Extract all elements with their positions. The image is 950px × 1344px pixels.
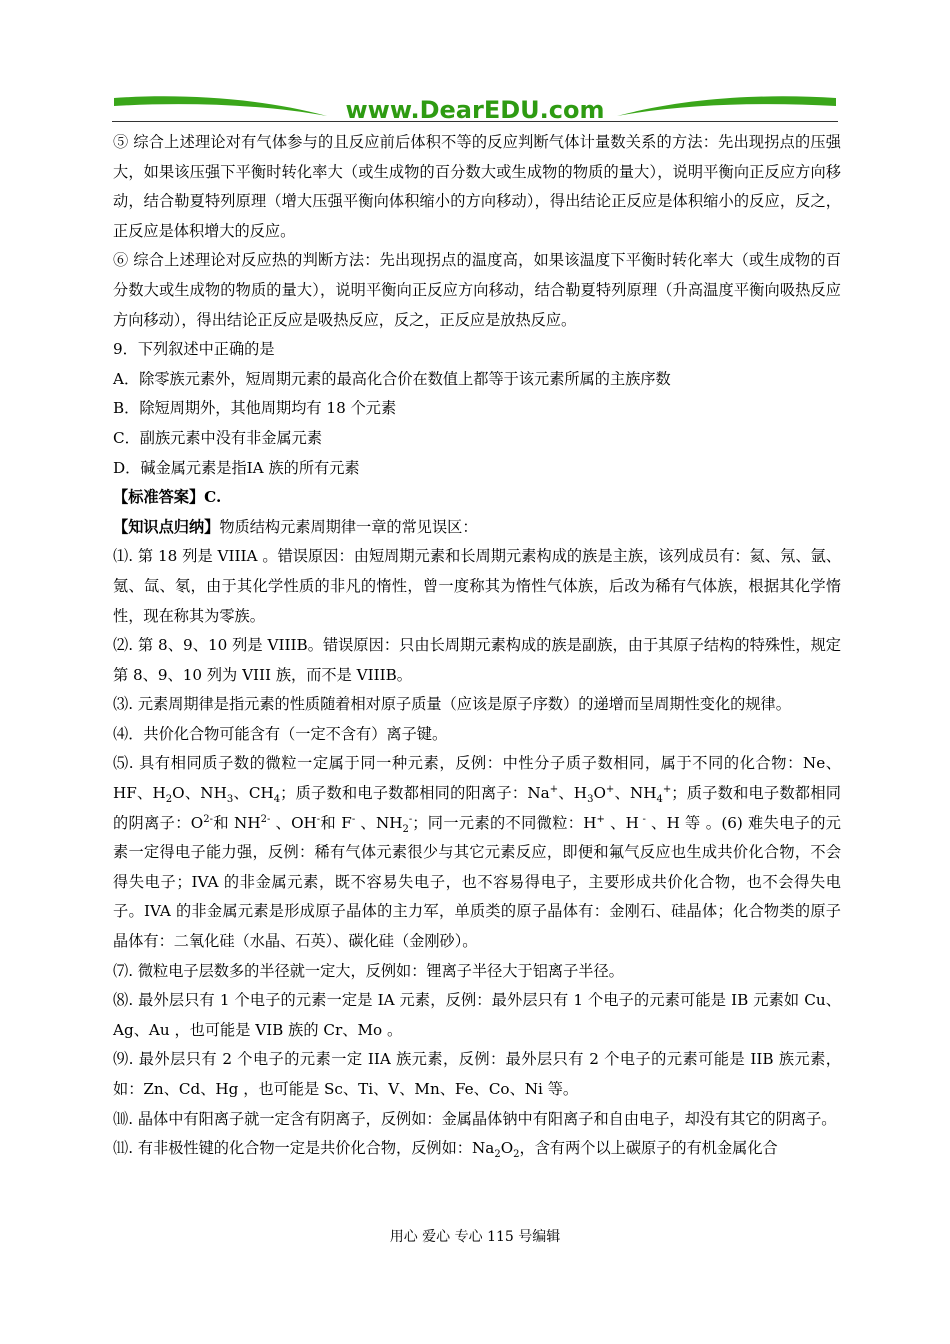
knowledge-item-7: ⑺. 微粒电子层数多的半径就一定大，反例如：锂离子半径大于铝离子半径。 (113, 961, 624, 980)
knowledge-item-5: ⑸. 具有相同质子数的微粒一定属于同一种元素，反例：中性分子质子数相同，属于不同的化合物：Ne、HF、$H_2O$、$NH_3$、$CH_4$；质子数和电子数都相同的阳离子：Na+、$H_3O^+$、$NH_4^+$；质子数和电子数都相同的阴离子：$O^{2-}$和 $NH^{2-}$ 、OH-和 F- 、$NH_2^-$；同一元素的不同微粒：H+ 、H - 、H 等 。(6) 难失电子的元素一定得电子能力强，反例：稀有气体元素很少与其它元素反应，即便和氟气反应也生成共价化合物，不会得失电子；IVA 的非金属元素，既不容易失电子，也不容易得电子，主要形成共价化合物，也不会得失电子。IVA 的非金属元素是形成原子晶体的主力军，单质类的原子晶体有：金刚石、硅晶体；化合物类的原子晶体有：二氧化硅（水晶、石英）、碳化硅（金刚砂）。 (113, 754, 841, 951)
header-logo-text: www.DearEDU.com (345, 96, 605, 124)
page-footer: 用心 爱心 专心 115 号编辑 (389, 1229, 561, 1245)
knowledge-item-8: ⑻. 最外层只有 1 个电子的元素一定是 IA 元素，反例：最外层只有 1 个电子的元素可能是 IB 元素如 Cu、Ag、Au ，也可能是 VIB 族的 Cr、Mo 。 (113, 991, 841, 1039)
option-a: A．除零族元素外，短周期元素的最高化合价在数值上都等于该元素所属的主族序数 (113, 369, 671, 388)
knowledge-item-10: ⑽. 晶体中有阳离子就一定含有阴离子，反例如：金属晶体钠中有阳离子和自由电子，却没有其它的阴离子。 (113, 1109, 837, 1128)
document-body (113, 128, 841, 1164)
answer-value: C. (204, 488, 222, 507)
knowledge-item-1: ⑴. 第 18 列是 VIIIA 。错误原因：由短周期元素和长周期元素构成的族是主族，该列成员有：氦、氖、氩、氪、氙、氡，由于其化学性质的非凡的惰性，曾一度称其为惰性气体族，后改为稀有气体族，根据其化学惰性，现在称其为零族。 (113, 547, 841, 625)
knowledge-item-3: ⑶. 元素周期律是指元素的性质随着相对原子质量（应该是原子序数）的递增而呈周期性变化的规律。 (113, 695, 791, 714)
option-d: D．碱金属元素是指ⅠA 族的所有元素 (113, 458, 360, 477)
left-swoosh (114, 96, 327, 116)
knowledge-label: 【知识点归纳】 (113, 517, 220, 536)
knowledge-item-2: ⑵. 第 8、9、10 列是 VIIIB。错误原因：只由长周期元素构成的族是副族，由于其原子结构的特殊性，规定第 8、9、10 列为 VIII 族，而不是 VIIIB。 (113, 636, 841, 684)
answer-label: 【标准答案】 (113, 488, 205, 507)
knowledge-item-9: ⑼. 最外层只有 2 个电子的元素一定 IIA 族元素，反例：最外层只有 2 个电子的元素可能是 IIB 族元素，如：Zn、Cd、Hg ，也可能是 Sc、Ti、V、Mn、Fe、Co、Ni 等。 (113, 1050, 841, 1098)
option-c: C．副族元素中没有非金属元素 (113, 428, 323, 447)
knowledge-summary (113, 513, 841, 543)
paragraph-5: ⑤ 综合上述理论对有气体参与的且反应前后体积不等的反应判断气体计量数关系的方法：先出现拐点的压强大，如果该压强下平衡时转化率大（或生成物的百分数大或生成物的物质的量大），说明平衡向正反应方向移动，结合勒夏特列原理（增大压强平衡向体积缩小的方向移动），得出结论正反应是体积缩小的反应，反之，正反应是体积增大的反应。 (113, 133, 841, 240)
header-rule (112, 121, 838, 122)
standard-answer (113, 483, 841, 513)
knowledge-item-4: ⑷．共价化合物可能含有（一定不含有）离子键。 (113, 724, 448, 743)
option-b: B．除短周期外，其他周期均有 18 个元素 (113, 399, 397, 418)
paragraph-6: ⑥ 综合上述理论对反应热的判断方法：先出现拐点的温度高，如果该温度下平衡时转化率大（或生成物的百分数大或生成物的物质的量大），说明平衡向正反应方向移动，结合勒夏特列原理（升高温度平衡向吸热反应方向移动），得出结论正反应是吸热反应，反之，正反应是放热反应。 (113, 251, 841, 329)
knowledge-text: 物质结构元素周期律一章的常见误区： (219, 517, 478, 536)
question-9: 9．下列叙述中正确的是 (113, 340, 275, 359)
knowledge-item-11: ⑾. 有非极性键的化合物一定是共价化合物，反例如：$Na_2O_2$，含有两个以上碳原子的有机金属化合 (113, 1139, 778, 1161)
right-swoosh (617, 96, 836, 116)
